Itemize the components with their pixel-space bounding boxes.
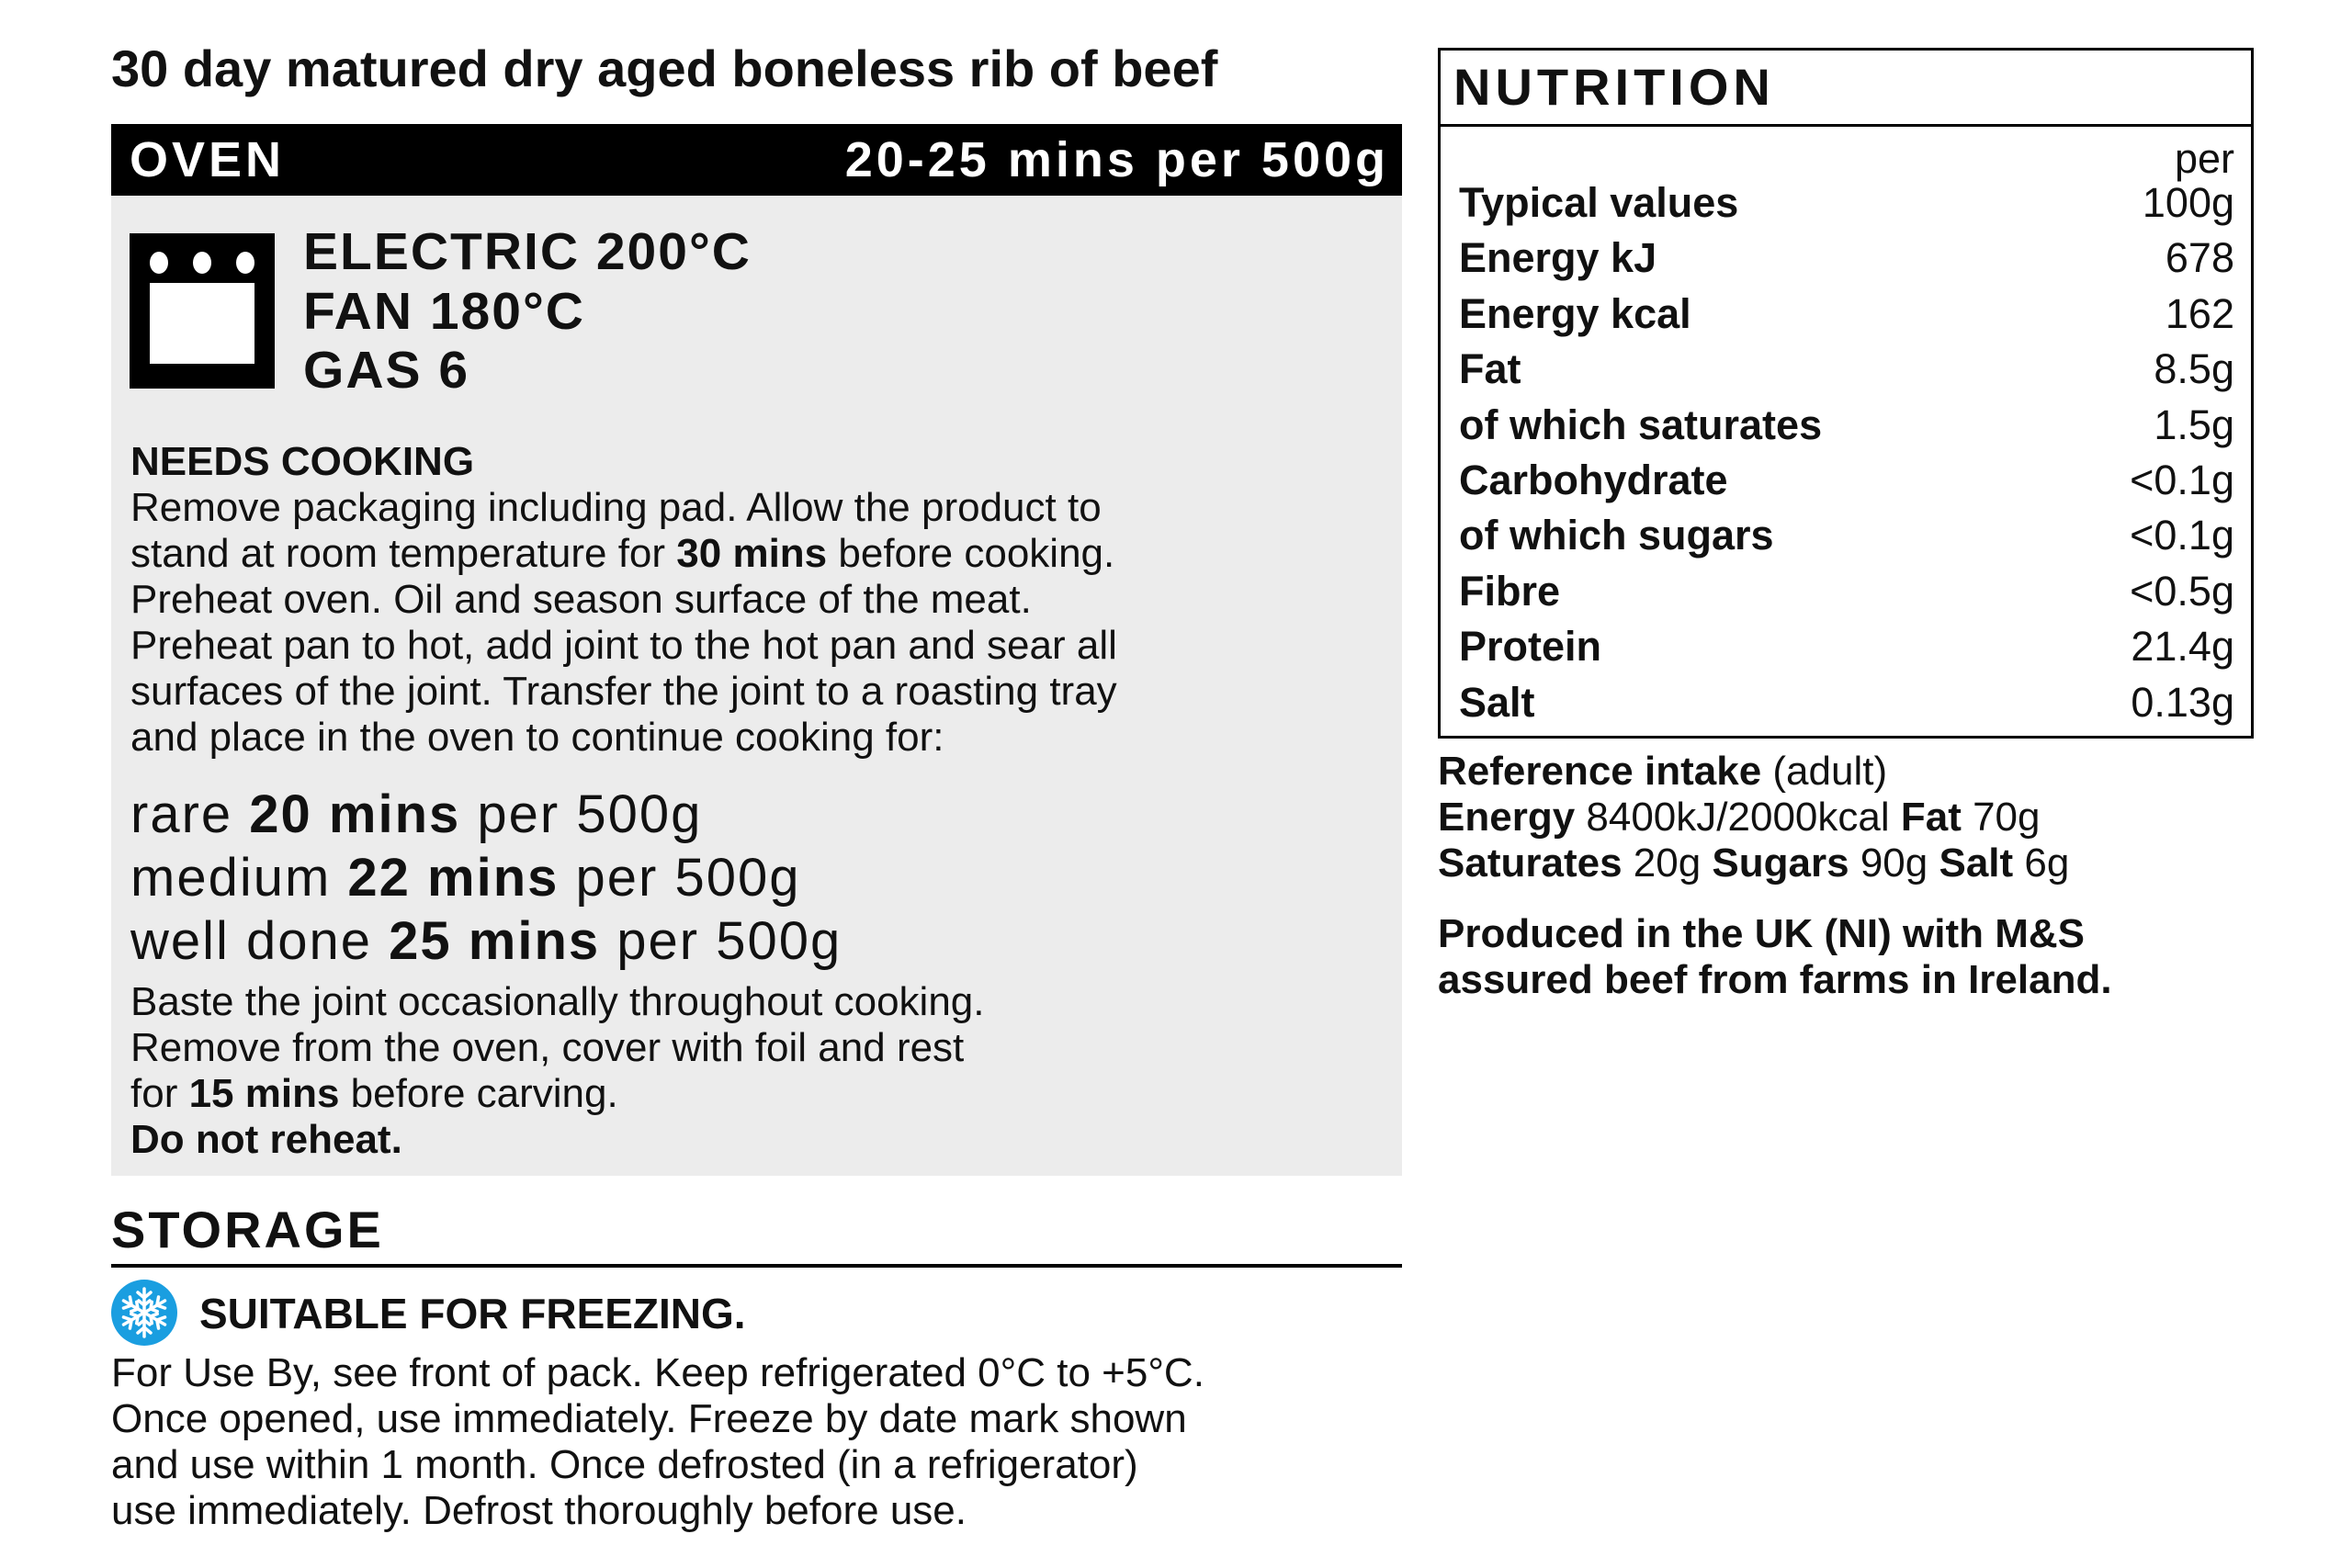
method-line: Remove packaging including pad. Allow the product to bbox=[130, 485, 1102, 530]
nutrient-label: Protein bbox=[1459, 623, 1602, 671]
storage-line: Once opened, use immediately. Freeze by date mark shown bbox=[111, 1396, 1187, 1441]
cooking-times bbox=[130, 783, 842, 973]
nutrient-label: Fat bbox=[1459, 345, 1521, 393]
product-title: 30 day matured dry aged boneless rib of beef bbox=[111, 39, 1218, 97]
nutrition-row bbox=[1459, 234, 2234, 289]
nutrition-row bbox=[1459, 568, 2234, 623]
after-line: Baste the joint occasionally throughout cooking. bbox=[130, 979, 985, 1024]
nutrient-label: Energy kcal bbox=[1459, 289, 1691, 337]
nutrient-value: 1.5g bbox=[2154, 400, 2234, 448]
nutrient-label: of which saturates bbox=[1459, 400, 1823, 448]
nutrient-value: 0.13g bbox=[2131, 678, 2234, 726]
ref-line: Energy 8400kJ/2000kcal Fat 70g bbox=[1438, 795, 2041, 840]
nutrient-value: <0.1g bbox=[2130, 512, 2234, 559]
origin-line: assured beef from farms in Ireland. bbox=[1438, 957, 2112, 1002]
storage-line: For Use By, see front of pack. Keep refrigerated 0°C to +5°C. bbox=[111, 1350, 1204, 1395]
method-line: stand at room temperature for 30 mins before cooking. bbox=[130, 531, 1115, 576]
nutrition-row bbox=[1459, 679, 2234, 734]
after-line: for 15 mins before carving. bbox=[130, 1071, 618, 1116]
nutrient-value: <0.5g bbox=[2130, 567, 2234, 615]
origin-line: Produced in the UK (NI) with M&S bbox=[1438, 911, 2085, 956]
method-line: Preheat oven. Oil and season surface of the meat. bbox=[130, 577, 1032, 622]
time-rare: rare 20 mins per 500g bbox=[130, 784, 703, 844]
reference-intake bbox=[1438, 749, 2069, 886]
ref-title: Reference intake (adult) bbox=[1438, 749, 1888, 794]
nutrition-row bbox=[1459, 290, 2234, 345]
do-not-reheat: Do not reheat. bbox=[130, 1117, 402, 1162]
snowflake-icon bbox=[111, 1280, 177, 1346]
oven-header bbox=[111, 124, 1402, 196]
nutrient-label: Salt bbox=[1459, 678, 1535, 726]
nutrient-label: Typical values bbox=[1459, 179, 1739, 226]
nutrition-row bbox=[1459, 401, 2234, 457]
time-well-done: well done 25 mins per 500g bbox=[130, 911, 842, 971]
nutrition-row bbox=[1459, 179, 2234, 234]
per-label: per bbox=[2174, 135, 2234, 182]
nutrient-label: of which sugars bbox=[1459, 512, 1774, 559]
temp-gas: GAS 6 bbox=[303, 341, 470, 400]
needs-cooking-heading: NEEDS COOKING bbox=[130, 439, 475, 484]
nutrition-row bbox=[1459, 457, 2234, 512]
cooking-method bbox=[130, 485, 1117, 761]
method-line: and place in the oven to continue cooking for: bbox=[130, 715, 944, 760]
temp-electric: ELECTRIC 200°C bbox=[303, 222, 752, 281]
oven-label: OVEN bbox=[130, 132, 286, 187]
nutrition-row bbox=[1459, 345, 2234, 400]
nutrition-row bbox=[1459, 512, 2234, 567]
storage-line: use immediately. Defrost thoroughly before use. bbox=[111, 1488, 967, 1533]
method-line: Preheat pan to hot, add joint to the hot pan and sear all bbox=[130, 623, 1117, 668]
nutrient-value: 678 bbox=[2165, 234, 2234, 282]
nutrient-value: 8.5g bbox=[2154, 345, 2234, 393]
storage-heading: STORAGE bbox=[111, 1201, 384, 1258]
nutrition-table bbox=[1438, 48, 2254, 739]
temp-fan: FAN 180°C bbox=[303, 282, 585, 341]
oven-icon bbox=[130, 233, 275, 389]
ref-line: Saturates 20g Sugars 90g Salt 6g bbox=[1438, 840, 2070, 886]
method-line: surfaces of the joint. Transfer the joint to a roasting tray bbox=[130, 669, 1117, 714]
storage-divider bbox=[111, 1264, 1402, 1268]
nutrition-row bbox=[1459, 623, 2234, 678]
oven-time: 20-25 mins per 500g bbox=[844, 132, 1389, 187]
after-line: Remove from the oven, cover with foil and rest bbox=[130, 1025, 965, 1070]
nutrient-label: Fibre bbox=[1459, 567, 1561, 615]
origin-statement bbox=[1438, 911, 2112, 1003]
after-cooking bbox=[130, 979, 984, 1163]
nutrient-label: Carbohydrate bbox=[1459, 457, 1728, 503]
time-medium: medium 22 mins per 500g bbox=[130, 848, 801, 908]
nutrient-value: 162 bbox=[2165, 289, 2234, 337]
storage-line: and use within 1 month. Once defrosted (in a refrigerator) bbox=[111, 1442, 1138, 1487]
nutrition-heading: NUTRITION bbox=[1441, 51, 2251, 127]
storage-text bbox=[111, 1350, 1204, 1534]
nutrient-value: 21.4g bbox=[2131, 623, 2234, 671]
nutrient-label: Energy kJ bbox=[1459, 234, 1657, 282]
nutrient-value: 100g bbox=[2142, 179, 2234, 226]
nutrient-value: <0.1g bbox=[2130, 457, 2234, 503]
suitable-for-freezing: SUITABLE FOR FREEZING. bbox=[199, 1290, 746, 1337]
